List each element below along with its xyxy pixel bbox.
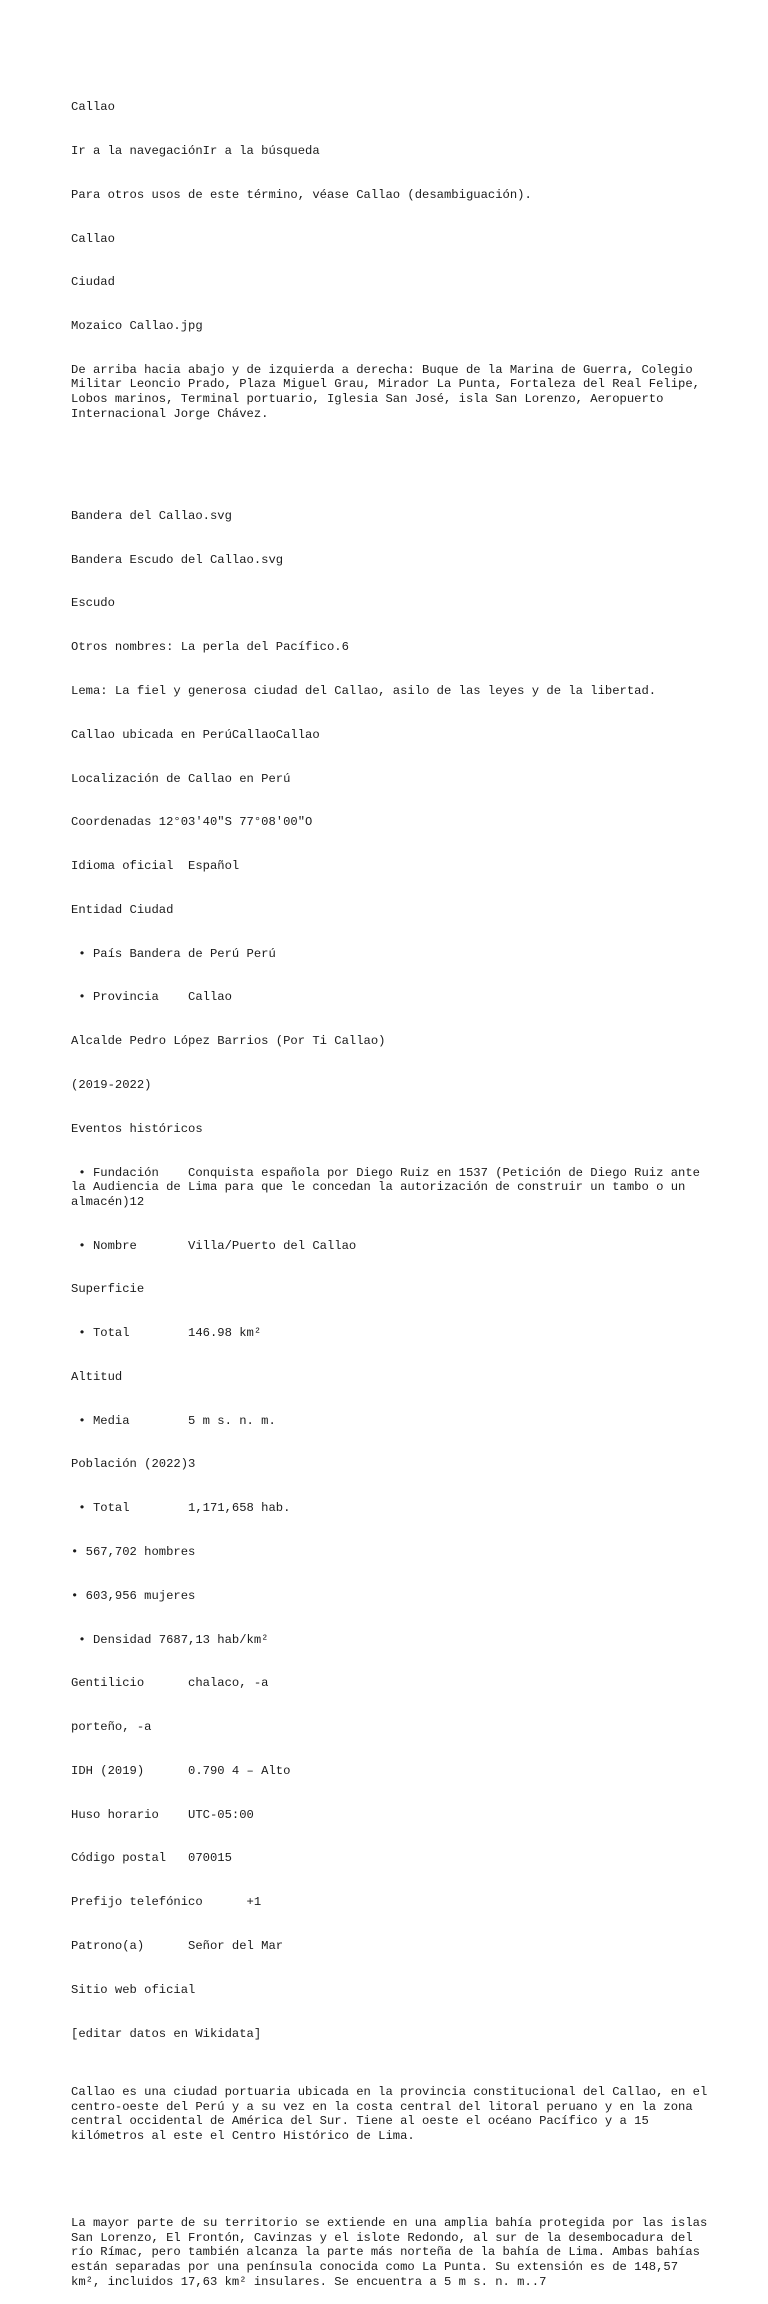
entity: Entidad Ciudad [71,902,174,917]
country: • País Bandera de Perú Perú [71,946,276,961]
location-label: Localización de Callao en Perú [71,771,291,786]
historical-events-heading: Eventos históricos [71,1121,203,1136]
population-women: • 603,956 mujeres [71,1588,196,1603]
document-text [71,71,715,2304]
surface-total: • Total 146.98 km² [71,1326,262,1341]
infobox-title: Callao [71,231,115,246]
demonym-alt: porteño, -a [71,1720,152,1735]
population-total: • Total 1,171,658 hab. [71,1501,291,1516]
coordinates[interactable]: Coordenadas 12°03′40″S 77°08′00″O [71,815,313,830]
other-names: Otros nombres: La perla del Pacífico.6 [71,640,349,655]
infobox-subtitle: Ciudad [71,275,115,290]
mosaic-image-caption-filename: Mozaico Callao.jpg [71,319,203,334]
intro-paragraph: Callao es una ciudad portuaria ubicada en la provincia constitucional del Callao, en el centro-oeste del Perú y a su vez en la costa central del litoral peruano y en la zona central occidental de América del Sur. Tiene al oeste el océano Pacífico y a 15 kilómetros al este el Centro Histórico de Lima. [71,2084,715,2143]
official-language: Idioma oficial Español [71,859,240,874]
postal-code: Código postal 070015 [71,1851,232,1866]
hdi: IDH (2019) 0.790 4 – Alto [71,1763,291,1778]
shield-label: Escudo [71,596,115,611]
spacer [71,2173,711,2188]
location-map-caption: Callao ubicada en PerúCallaoCallao [71,727,320,742]
edit-wikidata-link[interactable]: [editar datos en Wikidata] [71,2026,262,2041]
spacer [71,450,711,465]
phone-prefix: Prefijo telefónico +1 [71,1895,262,1910]
surface-heading: Superficie [71,1282,145,1297]
patron: Patrono(a) Señor del Mar [71,1939,284,1953]
motto: Lema: La fiel y generosa ciudad del Callao, asilo de las leyes y de la libertad. [71,683,657,698]
skip-navigation-links[interactable]: Ir a la navegaciónIr a la búsqueda [71,143,320,158]
mayor: Alcalde Pedro López Barrios (Por Ti Callao) [71,1034,386,1049]
time-zone: Huso horario UTC-05:00 [71,1807,254,1822]
flag-shield-row: Bandera Escudo del Callao.svg [71,552,284,567]
mosaic-description: De arriba hacia abajo y de izquierda a derecha: Buque de la Marina de Guerra, Colegio Militar Leoncio Prado, Plaza Miguel Grau, Mirador La Punta, Fortaleza del Real Felipe, Lobos marinos, Terminal portuario, Iglesia San José, isla San Lorenzo, Aeropuerto Internacional Jorge Chávez. [71,362,708,421]
name-row: • Nombre Villa/Puerto del Callao [71,1238,357,1253]
population-density: • Densidad 7687,13 hab/km² [71,1632,269,1647]
population-heading: Población (2022)3 [71,1457,196,1472]
mayor-term: (2019-2022) [71,1077,152,1092]
altitude-heading: Altitud [71,1369,123,1384]
demonym: Gentilicio chalaco, -a [71,1676,269,1691]
official-website-link[interactable]: Sitio web oficial [71,1982,196,1997]
flag-file: Bandera del Callao.svg [71,508,232,523]
population-men: • 567,702 hombres [71,1544,196,1559]
altitude-mean: • Media 5 m s. n. m. [71,1413,276,1428]
disambiguation-note: Para otros usos de este término, véase Callao (desambiguación). [71,187,532,202]
geography-paragraph: La mayor parte de su territorio se extiende en una amplia bahía protegida por las islas San Lorenzo, El Frontón, Cavinzas y el islote Redondo, al sur de la desembocadura del río Rímac, pero también alcanza la parte más norteña de la bahía de Lima. Ambas bahías están separadas por una península conocida como La Punta. Su extensión es de 148,57 km², incluidos 17,63 km² insulares. Se encuentra a 5 m s. n. m..7 [71,2216,715,2289]
province: • Provincia Callao [71,990,232,1005]
foundation: • Fundación Conquista española por Diego Ruiz en 1537 (Petición de Diego Ruiz ante la Audiencia de Lima para que le concedan la autorización de construir un tambo o un almacén)12 [71,1165,708,1209]
page-title: Callao [71,100,115,115]
